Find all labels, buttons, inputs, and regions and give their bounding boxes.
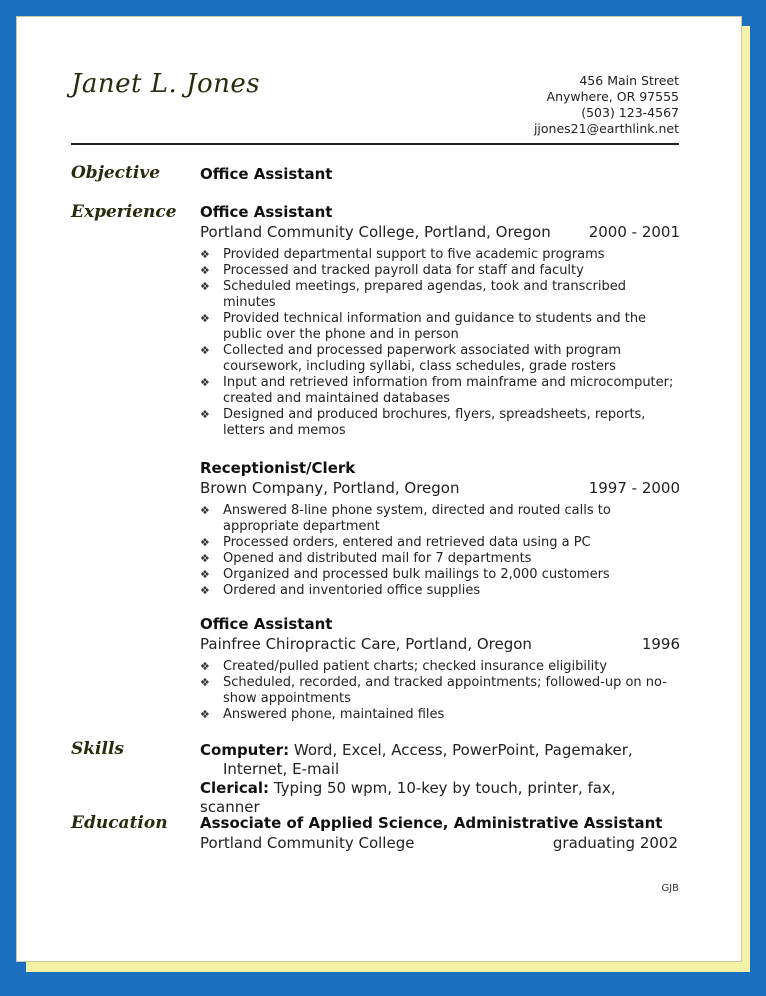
contact-street: 456 Main Street xyxy=(579,73,679,88)
job-org-line xyxy=(200,635,680,653)
diamond-bullet-icon: ❖ xyxy=(200,552,210,565)
clerical-label: Clerical: xyxy=(200,779,270,797)
education-line xyxy=(200,834,680,852)
job-dates: 2000 - 2001 xyxy=(588,223,680,241)
list-item: ❖ Designed and produced brochures, flyers, spreadsheets, reports, letters and memos xyxy=(200,407,646,438)
computer-skills-line1: Word, Excel, Access, PowerPoint, Pagemaker, xyxy=(293,741,633,759)
job-2 xyxy=(200,459,680,599)
job-1 xyxy=(200,203,680,439)
list-item: ❖ Ordered and inventoried office supplies xyxy=(200,583,481,598)
diamond-bullet-icon: ❖ xyxy=(200,708,210,721)
diamond-bullet-icon: ❖ xyxy=(200,248,210,261)
diamond-bullet-icon: ❖ xyxy=(200,536,210,549)
job-title: Receptionist/Clerk xyxy=(200,459,356,477)
applicant-name: Janet L. Jones xyxy=(71,69,261,99)
list-item: ❖ Answered phone, maintained files xyxy=(200,707,445,722)
job-bullets xyxy=(200,659,680,723)
job-bullets xyxy=(200,247,680,439)
diamond-bullet-icon: ❖ xyxy=(200,504,210,517)
list-item: ❖ Provided departmental support to five academic programs xyxy=(200,247,605,262)
clerical-skills xyxy=(200,779,680,817)
job-org: Brown Company, Portland, Oregon xyxy=(200,479,460,497)
experience-heading: Experience xyxy=(71,202,177,222)
diamond-bullet-icon: ❖ xyxy=(200,584,210,597)
job-org-line xyxy=(200,223,680,241)
diamond-bullet-icon: ❖ xyxy=(200,408,210,421)
list-item: ❖ Opened and distributed mail for 7 departments xyxy=(200,551,532,566)
list-item: ❖ Processed and tracked payroll data for staff and faculty xyxy=(200,263,584,278)
computer-label: Computer: xyxy=(200,741,290,759)
diamond-bullet-icon: ❖ xyxy=(200,264,210,277)
computer-skills xyxy=(200,741,680,760)
job-org: Painfree Chiropractic Care, Portland, Oregon xyxy=(200,635,532,653)
computer-skills-line2: Internet, E-mail xyxy=(223,760,340,778)
list-item: ❖ Scheduled meetings, prepared agendas, took and transcribed minutes xyxy=(200,279,626,310)
diamond-bullet-icon: ❖ xyxy=(200,568,210,581)
list-item: ❖ Input and retrieved information from mainframe and microcomputer; created and maintained databases xyxy=(200,375,674,406)
footer-initials: GJB xyxy=(661,883,679,894)
job-bullets xyxy=(200,503,680,599)
job-org-line xyxy=(200,479,680,497)
diamond-bullet-icon: ❖ xyxy=(200,280,210,293)
objective-text: Office Assistant xyxy=(200,165,333,183)
diamond-bullet-icon: ❖ xyxy=(200,676,210,689)
list-item: ❖ Provided technical information and guidance to students and the public over the phone and in person xyxy=(200,311,647,342)
header-divider xyxy=(71,143,679,145)
contact-block xyxy=(534,73,679,137)
contact-email: jjones21@earthlink.net xyxy=(533,121,679,136)
job-org: Portland Community College, Portland, Oregon xyxy=(200,223,551,241)
school: Portland Community College xyxy=(200,834,415,852)
diamond-bullet-icon: ❖ xyxy=(200,376,210,389)
education-heading: Education xyxy=(71,813,168,833)
job-dates: 1996 xyxy=(641,635,680,653)
list-item: ❖ Scheduled, recorded, and tracked appointments; followed-up on no-show appointments xyxy=(200,675,667,706)
job-title: Office Assistant xyxy=(200,615,333,633)
job-title: Office Assistant xyxy=(200,203,333,221)
list-item: ❖ Answered 8-line phone system, directed and routed calls to appropriate department xyxy=(200,503,611,534)
job-dates: 1997 - 2000 xyxy=(588,479,680,497)
skills-heading: Skills xyxy=(71,739,125,759)
diamond-bullet-icon: ❖ xyxy=(200,312,210,325)
list-item: ❖ Processed orders, entered and retrieved data using a PC xyxy=(200,535,591,550)
list-item: ❖ Organized and processed bulk mailings to 2,000 customers xyxy=(200,567,610,582)
objective-heading: Objective xyxy=(71,163,161,183)
diamond-bullet-icon: ❖ xyxy=(200,344,210,357)
list-item: ❖ Collected and processed paperwork associated with program coursework, including syllabi, class schedules, grade rosters xyxy=(200,343,622,374)
graduation-status: graduating 2002 xyxy=(552,834,678,852)
list-item: ❖ Created/pulled patient charts; checked insurance eligibility xyxy=(200,659,608,674)
clerical-skills-text: Typing 50 wpm, 10-key by touch, printer, fax, scanner xyxy=(200,779,616,816)
contact-phone: (503) 123-4567 xyxy=(581,105,679,120)
diamond-bullet-icon: ❖ xyxy=(200,660,210,673)
resume-page xyxy=(16,16,742,962)
contact-city: Anywhere, OR 97555 xyxy=(546,89,679,104)
job-3 xyxy=(200,615,680,723)
degree: Associate of Applied Science, Administrative Assistant xyxy=(200,814,663,832)
education-block xyxy=(200,814,680,852)
skills-block xyxy=(200,741,680,817)
